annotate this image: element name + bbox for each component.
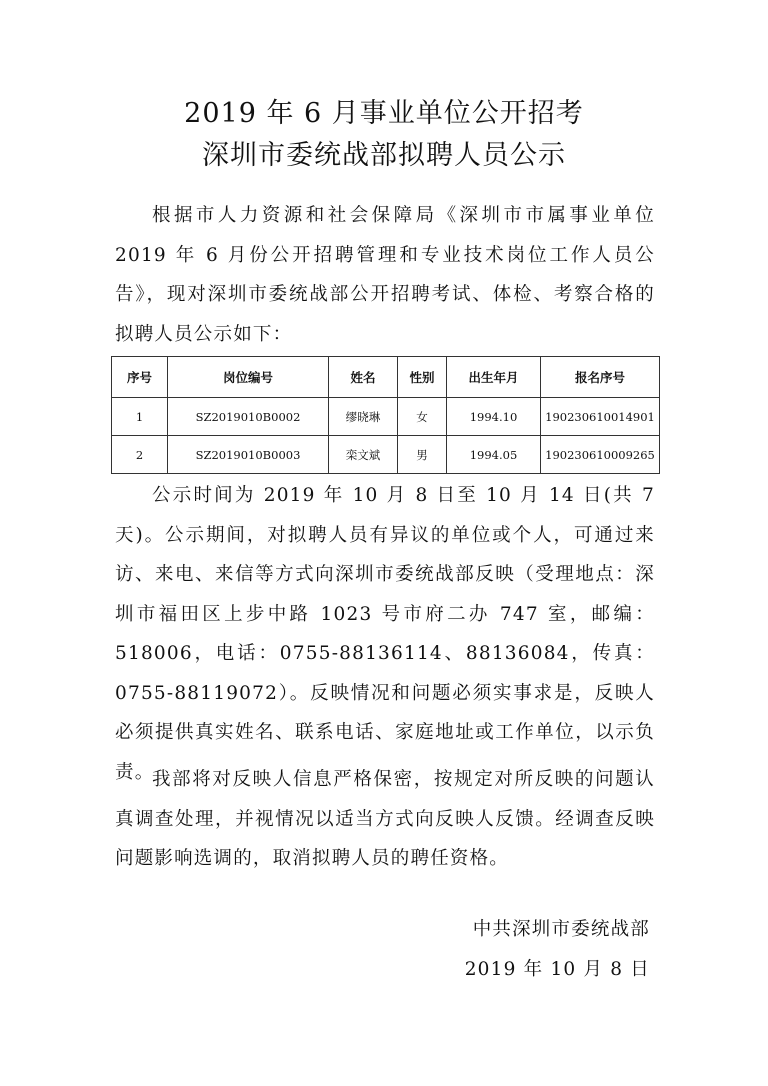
header-index: 序号 bbox=[112, 357, 168, 398]
table-row bbox=[112, 436, 660, 474]
table-header-row bbox=[112, 357, 660, 398]
candidate-table bbox=[111, 356, 660, 474]
confidentiality-paragraph: 我部将对反映人信息严格保密，按规定对所反映的问题认真调查处理，并视情况以适当方式向反映人反馈。经调查反映问题影响选调的，取消拟聘人员的聘任资格。 bbox=[115, 769, 655, 869]
cell-index: 1 bbox=[112, 398, 168, 436]
header-position-code: 岗位编号 bbox=[168, 357, 329, 398]
signature-org: 中共深圳市委统战部 bbox=[472, 919, 650, 940]
title-line-2: 深圳市委统战部拟聘人员公示 bbox=[202, 140, 566, 171]
intro-paragraph: 根据市人力资源和社会保障局《深圳市市属事业单位2019 年 6 月份公开招聘管理和专业技术岗位工作人员公告》，现对深圳市委统战部公开招聘考试、体检、考察合格的拟聘人员公示如下： bbox=[115, 205, 655, 345]
cell-index: 2 bbox=[112, 436, 168, 474]
cell-registration-no: 190230610014901 bbox=[541, 398, 660, 436]
header-registration-no: 报名序号 bbox=[541, 357, 660, 398]
cell-position-code: SZ2019010B0003 bbox=[168, 436, 329, 474]
header-birth: 出生年月 bbox=[447, 357, 541, 398]
cell-gender: 男 bbox=[398, 436, 447, 474]
cell-birth: 1994.05 bbox=[447, 436, 541, 474]
cell-birth: 1994.10 bbox=[447, 398, 541, 436]
notice-paragraph: 公示时间为 2019 年 10 月 8 日至 10 月 14 日(共 7 天)。公示期间，对拟聘人员有异议的单位或个人，可通过来访、来电、来信等方式向深圳市委统战部反映（受理地点：深圳市福田区上步中路 1023 号市府二办 747 室，邮编：518006，电话：0755-88136114、88136084，传真：0755-88119072）。反映情况和问题必须实事求是，反映人必须提供真实姓名、联系电话、家庭地址或工作单位，以示负责。 bbox=[115, 485, 655, 783]
header-gender: 性别 bbox=[398, 357, 447, 398]
cell-position-code: SZ2019010B0002 bbox=[168, 398, 329, 436]
table-row bbox=[112, 398, 660, 436]
title-line-1: 2019 年 6 月事业单位公开招考 bbox=[184, 98, 584, 129]
signature-date: 2019 年 10 月 8 日 bbox=[464, 959, 650, 980]
cell-gender: 女 bbox=[398, 398, 447, 436]
header-name: 姓名 bbox=[329, 357, 398, 398]
cell-registration-no: 190230610009265 bbox=[541, 436, 660, 474]
cell-name: 栾文斌 bbox=[329, 436, 398, 474]
cell-name: 缪晓琳 bbox=[329, 398, 398, 436]
